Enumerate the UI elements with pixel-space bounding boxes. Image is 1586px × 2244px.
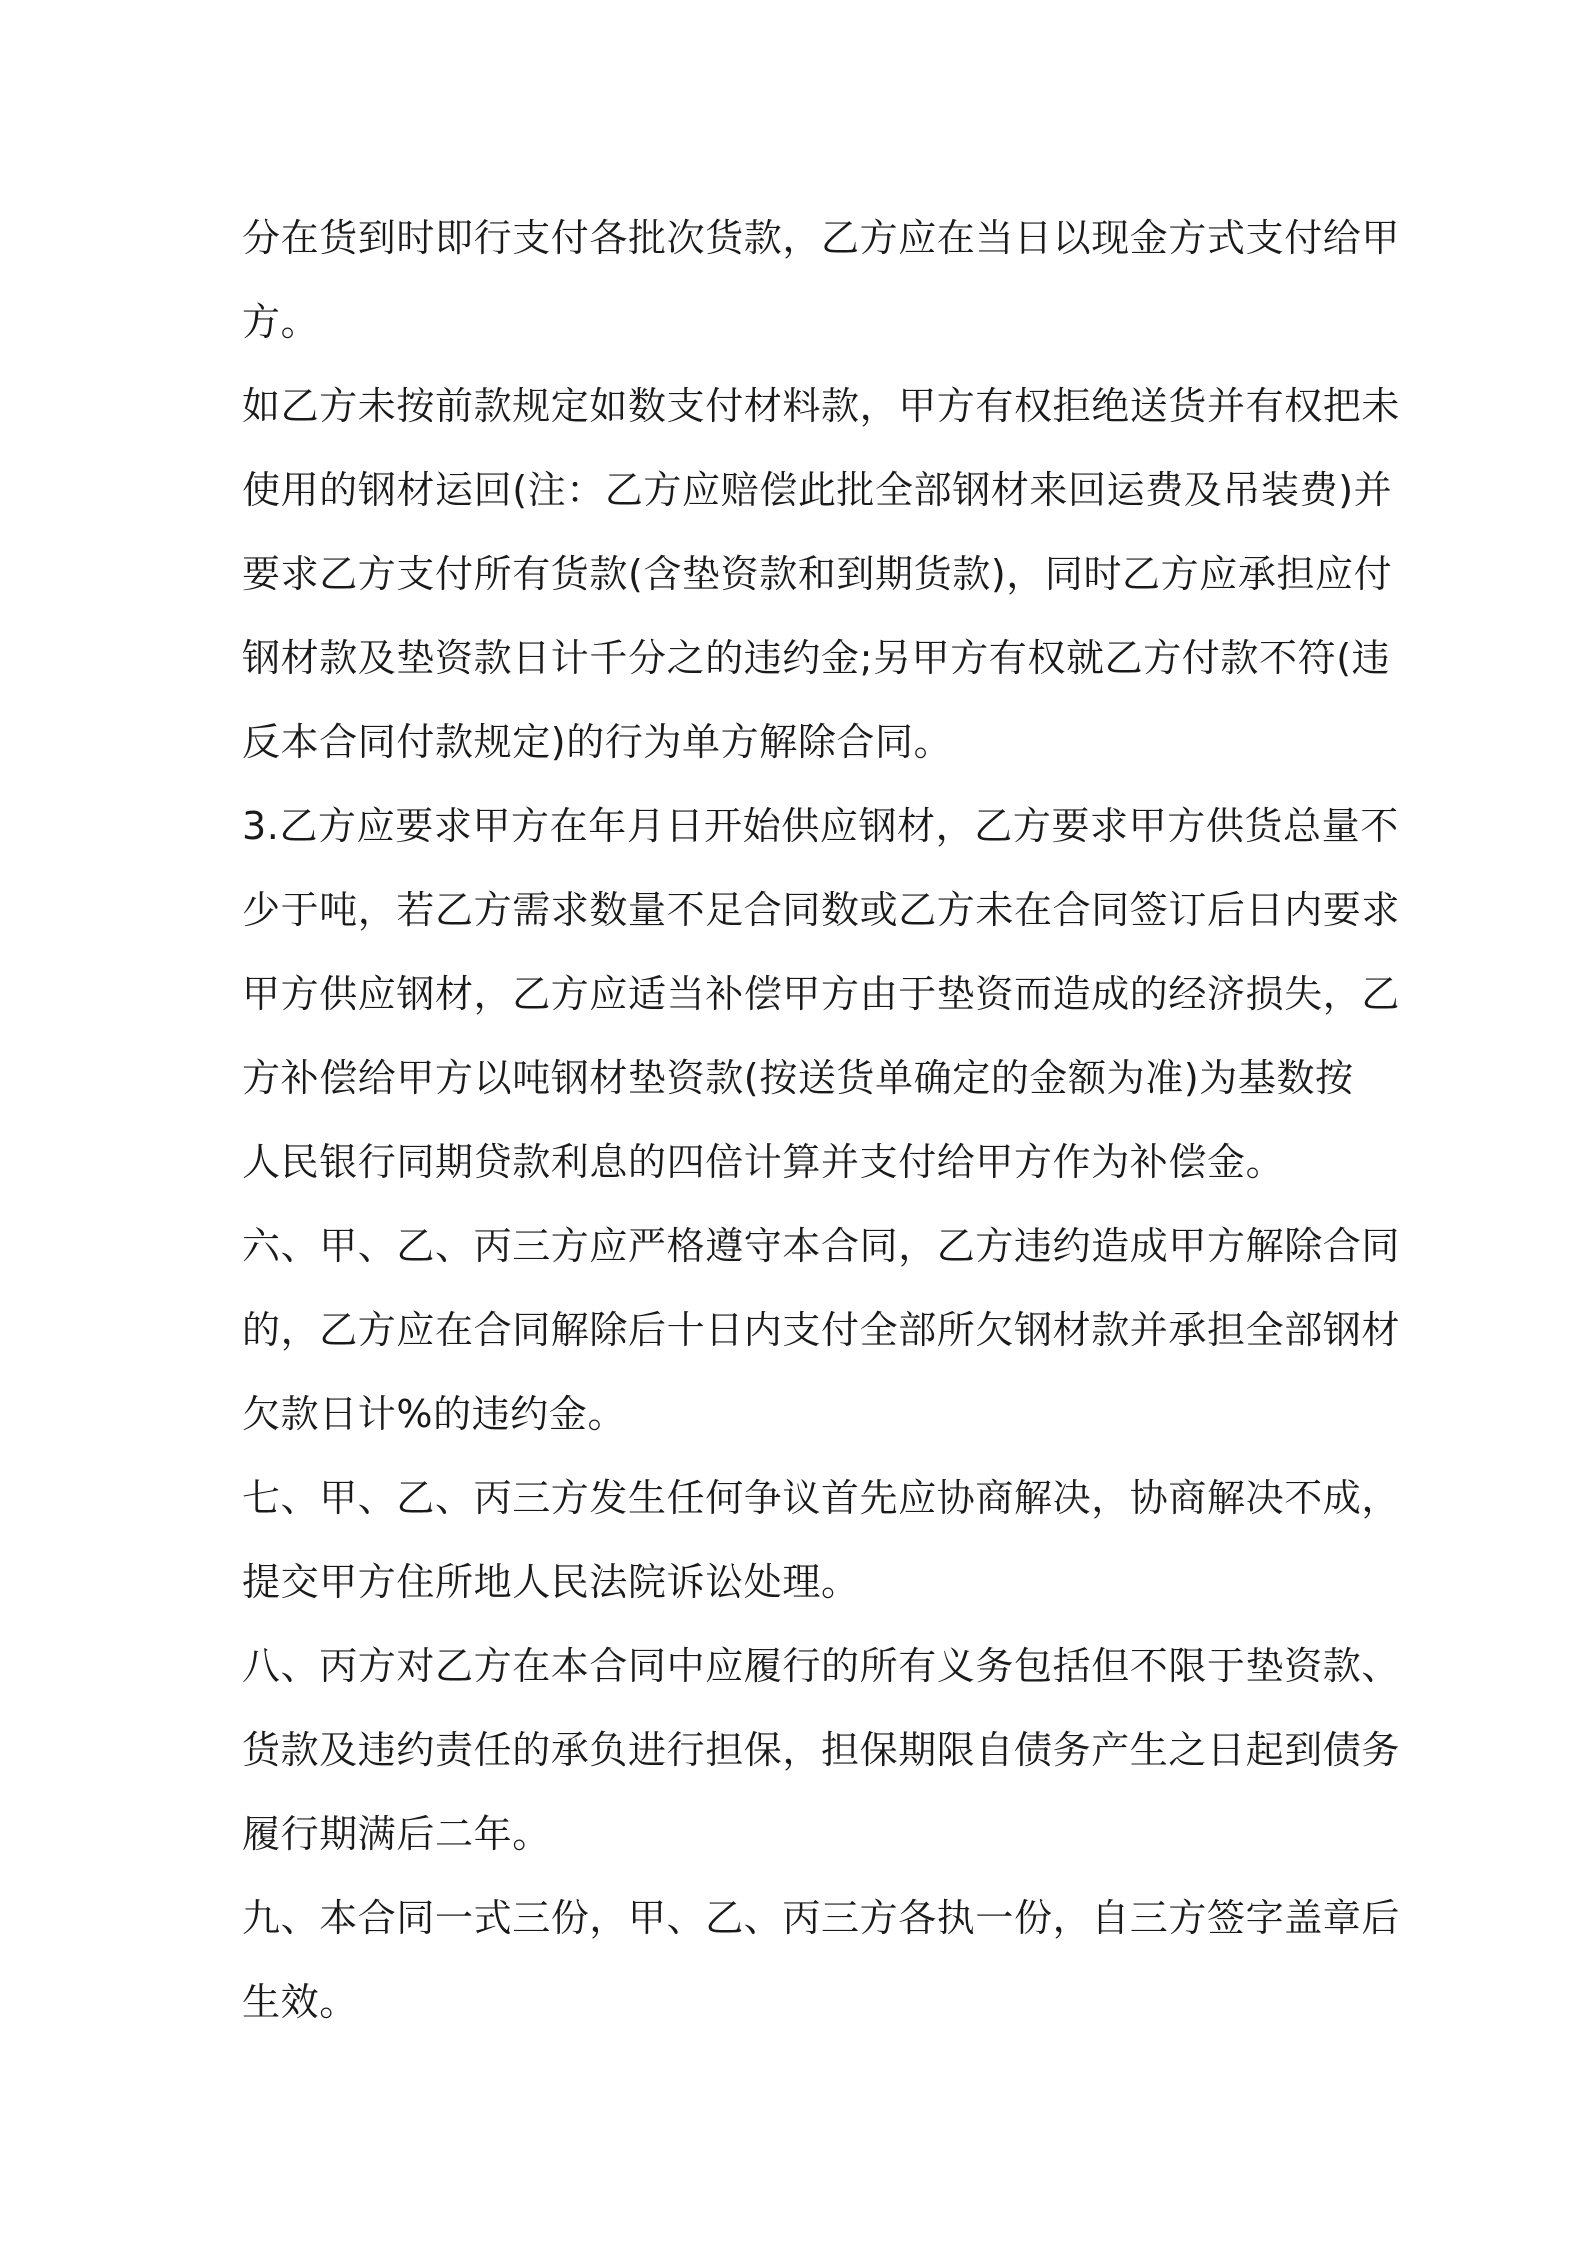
text-line: 七、甲、乙、丙三方发生任何争议首先应协商解决，协商解决不成， (242, 1476, 1401, 1520)
text-line: 欠款日计%的违约金。 (242, 1392, 627, 1436)
text-line: 3.乙方应要求甲方在年月日开始供应钢材，乙方要求甲方供货总量不 (242, 804, 1399, 848)
text-line: 八、丙方对乙方在本合同中应履行的所有义务包括但不限于垫资款、 (242, 1644, 1401, 1688)
text-line: 提交甲方住所地人民法院诉讼处理。 (242, 1560, 860, 1604)
text-line: 九、本合同一式三份，甲、乙、丙三方各执一份，自三方签字盖章后 (242, 1896, 1401, 1940)
text-line: 方补偿给甲方以吨钢材垫资款(按送货单确定的金额为准)为基数按 (242, 1056, 1354, 1100)
text-line: 方。 (242, 300, 320, 344)
text-line: 人民银行同期贷款利息的四倍计算并支付给甲方作为补偿金。 (242, 1140, 1285, 1184)
text-line: 少于吨，若乙方需求数量不足合同数或乙方未在合同签订后日内要求 (242, 888, 1401, 932)
text-line: 要求乙方支付所有货款(含垫资款和到期货款)，同时乙方应承担应付 (242, 552, 1393, 596)
text-line: 的，乙方应在合同解除后十日内支付全部所欠钢材款并承担全部钢材 (242, 1308, 1401, 1352)
text-line: 六、甲、乙、丙三方应严格遵守本合同，乙方违约造成甲方解除合同 (242, 1224, 1401, 1268)
text-line: 反本合同付款规定)的行为单方解除合同。 (242, 720, 953, 764)
text-line: 使用的钢材运回(注：乙方应赔偿此批全部钢材来回运费及吊装费)并 (242, 468, 1393, 512)
contract-text-body (242, 196, 1401, 2044)
text-line: 如乙方未按前款规定如数支付材料款，甲方有权拒绝送货并有权把未 (242, 384, 1401, 428)
text-line: 钢材款及垫资款日计千分之的违约金;另甲方有权就乙方付款不符(违 (242, 636, 1391, 680)
text-line: 履行期满后二年。 (242, 1812, 551, 1856)
text-line: 货款及违约责任的承负进行担保，担保期限自债务产生之日起到债务 (242, 1728, 1401, 1772)
text-line: 分在货到时即行支付各批次货款，乙方应在当日以现金方式支付给甲 (242, 216, 1401, 260)
text-line: 生效。 (242, 1980, 358, 2024)
text-line: 甲方供应钢材，乙方应适当补偿甲方由于垫资而造成的经济损失，乙 (242, 972, 1401, 1016)
